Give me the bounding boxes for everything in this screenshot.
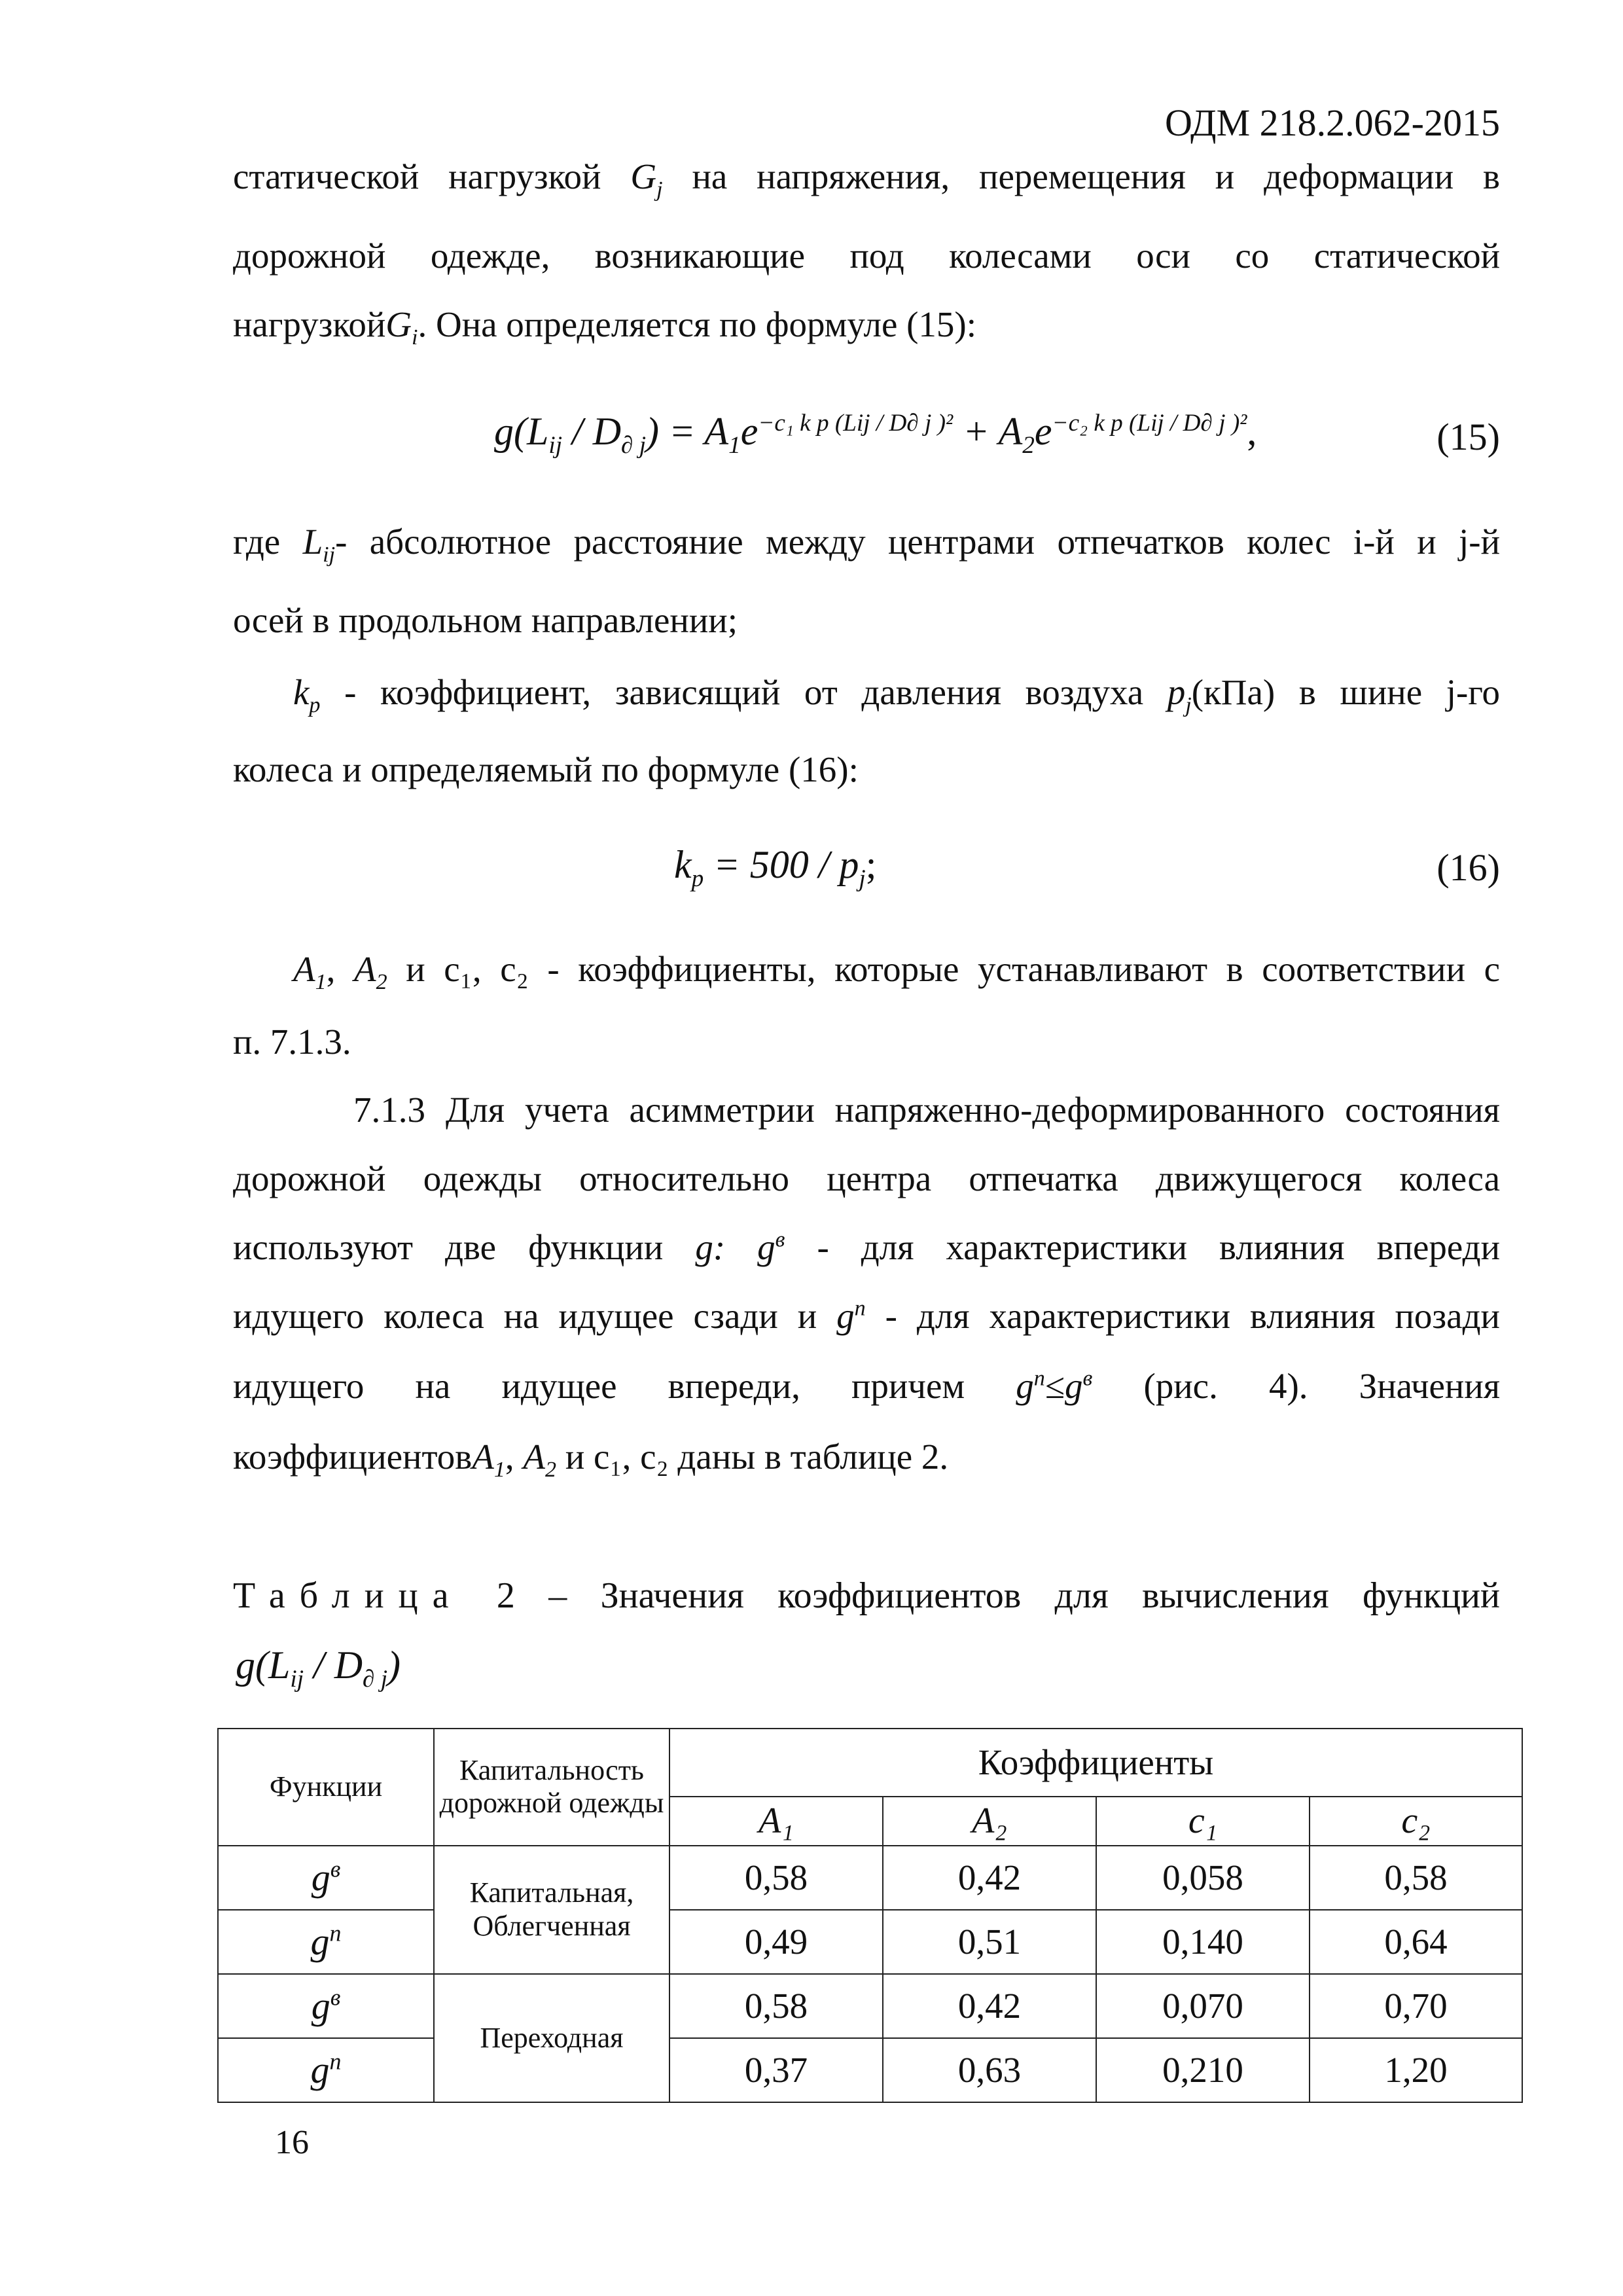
pavement-type-cell: Переходная — [434, 1974, 669, 2102]
value-cell: 0,51 — [883, 1910, 1096, 1974]
definition-line: осей в продольном направлении; — [233, 600, 738, 640]
table-caption: Таблица 2 – Значения коэффициентов для вычисления функций — [233, 1575, 1500, 1616]
coefficients-table — [217, 1728, 1523, 2103]
definition-line: колеса и определяемый по формуле (16): — [233, 749, 859, 789]
value-cell: 0,070 — [1096, 1974, 1310, 2038]
pavement-type-cell: Капитальная, Облегченная — [434, 1846, 669, 1974]
section-713-line: используют две функции g: $g^в$ - для характеристики влияния впереди — [233, 1227, 1501, 1267]
function-cell: $g^п$ — [218, 1910, 434, 1974]
variable-Gi: $G_i$ — [385, 304, 418, 350]
definition-line: где $L_{ij}-$ абсолютное расстояние между центрами отпечатков колес i-й и j-й — [233, 522, 1501, 567]
value-cell: 0,42 — [883, 1846, 1096, 1910]
equation-number-16: (16) — [1436, 846, 1500, 889]
header-c2: c₂ — [1310, 1797, 1522, 1846]
function-cell: $g^п$ — [218, 2038, 434, 2102]
table-row — [218, 1974, 1522, 2038]
formula-15: $g(L_{ij} / D_{\partial j}) = A_1e^{-c_1 k p (Lij / D\partial j )^2} + A_2e^{-c_2 k p (Lij / D\partial j )^2}$, — [494, 410, 1257, 459]
formula-16: $k_p = 500 / p_j$; — [674, 843, 877, 892]
value-cell: 0,63 — [883, 2038, 1096, 2102]
value-cell: 0,58 — [1310, 1846, 1522, 1910]
paragraph-line: нагрузкойG$_i$. Она определяется по формуле (15): — [233, 304, 977, 350]
value-cell: 0,70 — [1310, 1974, 1522, 2038]
value-cell: 0,58 — [669, 1974, 883, 2038]
value-cell: 0,64 — [1310, 1910, 1522, 1974]
value-cell: 0,37 — [669, 2038, 883, 2102]
value-cell: 0,58 — [669, 1846, 883, 1910]
header-A2: A₂ — [883, 1797, 1096, 1846]
value-cell: 1,20 — [1310, 2038, 1522, 2102]
header-c1: c₁ — [1096, 1797, 1310, 1846]
table-caption-formula: $g(L_{ij} / D_{\partial j})$ — [236, 1643, 401, 1693]
paragraph-line: п. 7.1.3. — [233, 1022, 351, 1062]
section-713-line: 7.1.3 Для учета асимметрии напряженно-деформированного состояния — [353, 1090, 1500, 1130]
value-cell: 0,140 — [1096, 1910, 1310, 1974]
header-A1: A₁ — [669, 1797, 883, 1846]
equation-number-15: (15) — [1436, 416, 1500, 458]
document-code: ОДМ 218.2.062-2015 — [1165, 101, 1500, 144]
page-number: 16 — [275, 2124, 309, 2161]
section-713-line: идущего колеса на идущее сзади и $g^п$ - для характеристики влияния позади — [233, 1296, 1500, 1336]
table-row — [218, 1910, 1522, 1974]
section-713-line: идущего на идущее впереди, причем $g^п\le g^в$ (рис. 4). Значения — [233, 1366, 1501, 1406]
table-row — [218, 2038, 1522, 2102]
table-row — [218, 1846, 1522, 1910]
value-cell: 0,42 — [883, 1974, 1096, 2038]
function-cell: $g^в$ — [218, 1974, 434, 2038]
value-cell: 0,058 — [1096, 1846, 1310, 1910]
section-713-line: дорожной одежды относительно центра отпечатка движущегося колеса — [233, 1158, 1500, 1198]
function-cell: $g^в$ — [218, 1846, 434, 1910]
paragraph-line: $A_1$, $A_2$ и с₁, с₂ - коэффициенты, которые устанавливают в соответствии с — [293, 949, 1501, 994]
paragraph-line: статической нагрузкой $G_j$ на напряжения, перемещения и деформации в — [233, 156, 1500, 202]
header-functions: Функции — [218, 1729, 434, 1846]
header-coefficients: Коэффициенты — [669, 1729, 1522, 1797]
definition-line: $k_p$ - коэффициент, зависящий от давления воздуха $p_j(кПа)$ в шине j-го — [293, 672, 1501, 717]
value-cell: 0,49 — [669, 1910, 883, 1974]
variable-G: $G_j$ — [630, 156, 663, 202]
paragraph-line: дорожной одежде, возникающие под колесами оси со статической — [233, 236, 1500, 276]
section-713-line: коэффициентовA$_1$, $A_2$ и с₁, с₂ даны в таблице 2. — [233, 1437, 949, 1482]
header-capital: Капитальность дорожной одежды — [434, 1729, 669, 1846]
value-cell: 0,210 — [1096, 2038, 1310, 2102]
